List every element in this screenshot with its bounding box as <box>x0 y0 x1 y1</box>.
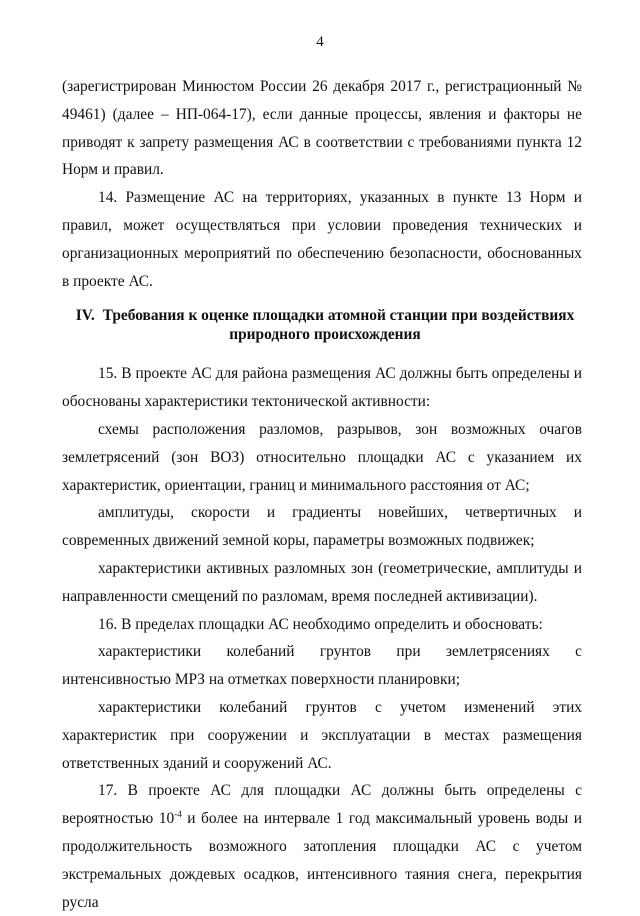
section-number: IV. <box>75 307 95 325</box>
document-body <box>62 73 582 916</box>
paragraph-15-item-3: характеристики активных разломных зон (геометрические, амплитуды и направленности смещений по разломам, время последней активизации). <box>62 559 582 605</box>
section-title: Требования к оценке площадки атомной станции при воздействиях природного происхождения <box>102 307 575 344</box>
page-number: 4 <box>316 34 324 50</box>
paragraph-continuation: (зарегистрирован Минюстом России 26 декабря 2017 г., регистрационный № 49461) (далее – НП-064-17), если данные процессы, явления и факторы не приводят к запрету размещения АС в соответствии с требованиями пункта 12 Норм и правил. <box>62 78 582 179</box>
paragraph-17 <box>62 777 582 916</box>
paragraph-16: 16. В пределах площадки АС необходимо определить и обосновать: <box>98 615 543 633</box>
paragraph-17-part-2: и более на интервале 1 год максимальный уровень воды и продолжительность возможного затопления площадки АС с учетом экстремальных дождевых осадков, интенсивного таяния снега, перекрытия русла <box>62 810 582 911</box>
paragraph-15-item-2: амплитуды, скорости и градиенты новейших, четвертичных и современных движений земной коры, параметры возможных подвижек; <box>62 504 582 550</box>
section-heading <box>62 306 582 344</box>
paragraph-16-item-2: характеристики колебаний грунтов с учетом изменений этих характеристик при сооружении и эксплуатации в местах размещения ответственных зданий и сооружений АС. <box>62 698 582 772</box>
paragraph-17-part-1: 17. В проекте АС для площадки АС должны быть определены с вероятностью 10 <box>62 782 582 828</box>
paragraph-16-item-1: характеристики колебаний грунтов при землетрясениях с интенсивностью МРЗ на отметках поверхности планировки; <box>62 643 582 689</box>
paragraph-15-item-1: схемы расположения разломов, разрывов, зон возможных очагов землетрясений (зон ВОЗ) относительно площадки АС с указанием их характеристик, ориентации, границ и минимального расстояния от АС; <box>62 420 582 494</box>
paragraph-14: 14. Размещение АС на территориях, указанных в пункте 13 Норм и правил, может осуществляться при условии проведения технических и организационных мероприятий по обеспечению безопасности, обоснованных в проекте АС. <box>62 189 582 290</box>
paragraph-15: 15. В проекте АС для района размещения АС должны быть определены и обоснованы характеристики тектонической активности: <box>62 365 582 411</box>
exponent: -4 <box>174 809 182 820</box>
